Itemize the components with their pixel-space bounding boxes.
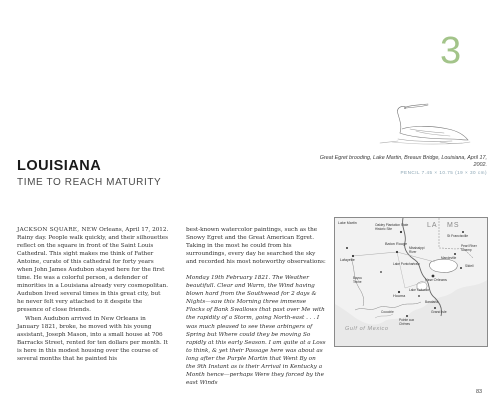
map-label-lake-salvador: Lake Salvador bbox=[409, 288, 430, 292]
map-label-st-francisville: St Francisville bbox=[447, 234, 469, 238]
illustration-caption bbox=[315, 155, 487, 176]
caption-text: Great Egret brooding, Lake Martin, Breaux Bridge, Louisiana, April 17, 2002. bbox=[319, 155, 487, 168]
chapter-number: 3 bbox=[440, 30, 463, 72]
map-label-bayou-teche: Bayou Teche bbox=[353, 276, 363, 284]
map-label-cocodrie: Cocodrie bbox=[381, 310, 394, 314]
map-label-la: LA bbox=[427, 222, 438, 229]
map-label-lake-martin: Lake Martin bbox=[338, 221, 357, 225]
chapter-subtitle: TIME TO REACH MATURITY bbox=[17, 177, 162, 188]
map-label-pearl-river: Pearl River Swamp bbox=[461, 244, 477, 252]
body-column-2 bbox=[186, 226, 326, 387]
journal-quote: Monday 19th February 1821. The Weather beautifull. Clear and Warm, the Wind having blown hard from the Southwead for 2 days & Nights—saw this Morning three immense Flocks of Bank Swallows that past over Me with the rapidity of a Storm, going North-east . . . I was much pleased to see these arbingers of Spring but Where could they be moving So rapidly at this early Season. I am quite at a Loss to think, & yet their Passage here was about as long after the Purple Martin that Went By on the 9th Instant as is their Arrival in Kentucky a Month hence—perhaps Were they forced by the east Winds bbox=[186, 275, 326, 386]
page-number: 83 bbox=[476, 389, 483, 395]
chapter-title: LOUISIANA bbox=[17, 158, 102, 174]
map-label-ms: MS bbox=[447, 222, 460, 229]
paragraph-1 bbox=[17, 226, 169, 315]
caption-medium: PENCIL 7.45 × 10.75 (19 × 30 cm) bbox=[400, 170, 487, 175]
body-column-1 bbox=[17, 226, 169, 363]
paragraph-1-text: Orleans, April 17, 2012. Rainy day. People walk quickly, and their silhouettes reflect on the square in front of the Saint Louis Cathedral. This sight makes me think of Father Antoine, curate of this cathedral for forty years when John James Audubon stayed here for the first time. He was a colorful person, a defender of minorities in a Louisiana already very cosmopolitan. Audubon lived several times in this great city, but he never felt very attached to it despite the presence of close friends. bbox=[17, 227, 169, 314]
map-label-oakley: Oakley Plantation State Historic Site bbox=[375, 223, 409, 231]
egret-sketch-illustration bbox=[340, 95, 480, 150]
paragraph-2: When Audubon arrived in New Orleans in January 1821, broke, he moved with his young assistant, Joseph Mason, into a small house at 706 Barracks Street, rented for ten dollars per month. It is here in this modest housing over the course of several months that he painted his bbox=[17, 315, 168, 362]
map-label-mississippi-river: Mississippi River bbox=[409, 246, 425, 254]
map-label-pointe: Pointe aux Chênes bbox=[399, 318, 415, 326]
map-label-gulf: Gulf of Mexico bbox=[345, 326, 389, 332]
map-label-new-orleans: New Orleans bbox=[425, 278, 447, 282]
map-label-grand-isle: Grand Isle bbox=[431, 310, 447, 314]
map-label-baton-rouge: Baton Rouge bbox=[385, 242, 408, 246]
paragraph-3: best-known watercolor paintings, such as the Snowy Egret and the Great American Egret. Taking in the most he could from his surroundings, every day he searched the sky and recorded his most noteworthy observations: bbox=[186, 227, 326, 266]
map-label-lafayette: Lafayette bbox=[340, 258, 355, 262]
map-label-mandeville: Mandeville bbox=[441, 256, 457, 260]
map-label-slidell: Slidell bbox=[465, 264, 474, 268]
louisiana-map bbox=[334, 217, 488, 347]
paragraph-lead: JACKSON SQUARE, NEW bbox=[17, 227, 98, 233]
map-label-barataria: Barataria bbox=[425, 300, 438, 304]
map-label-lake-pontchartrain: Lake Pontchartrain bbox=[393, 262, 420, 266]
map-label-houma: Houma bbox=[393, 294, 406, 298]
